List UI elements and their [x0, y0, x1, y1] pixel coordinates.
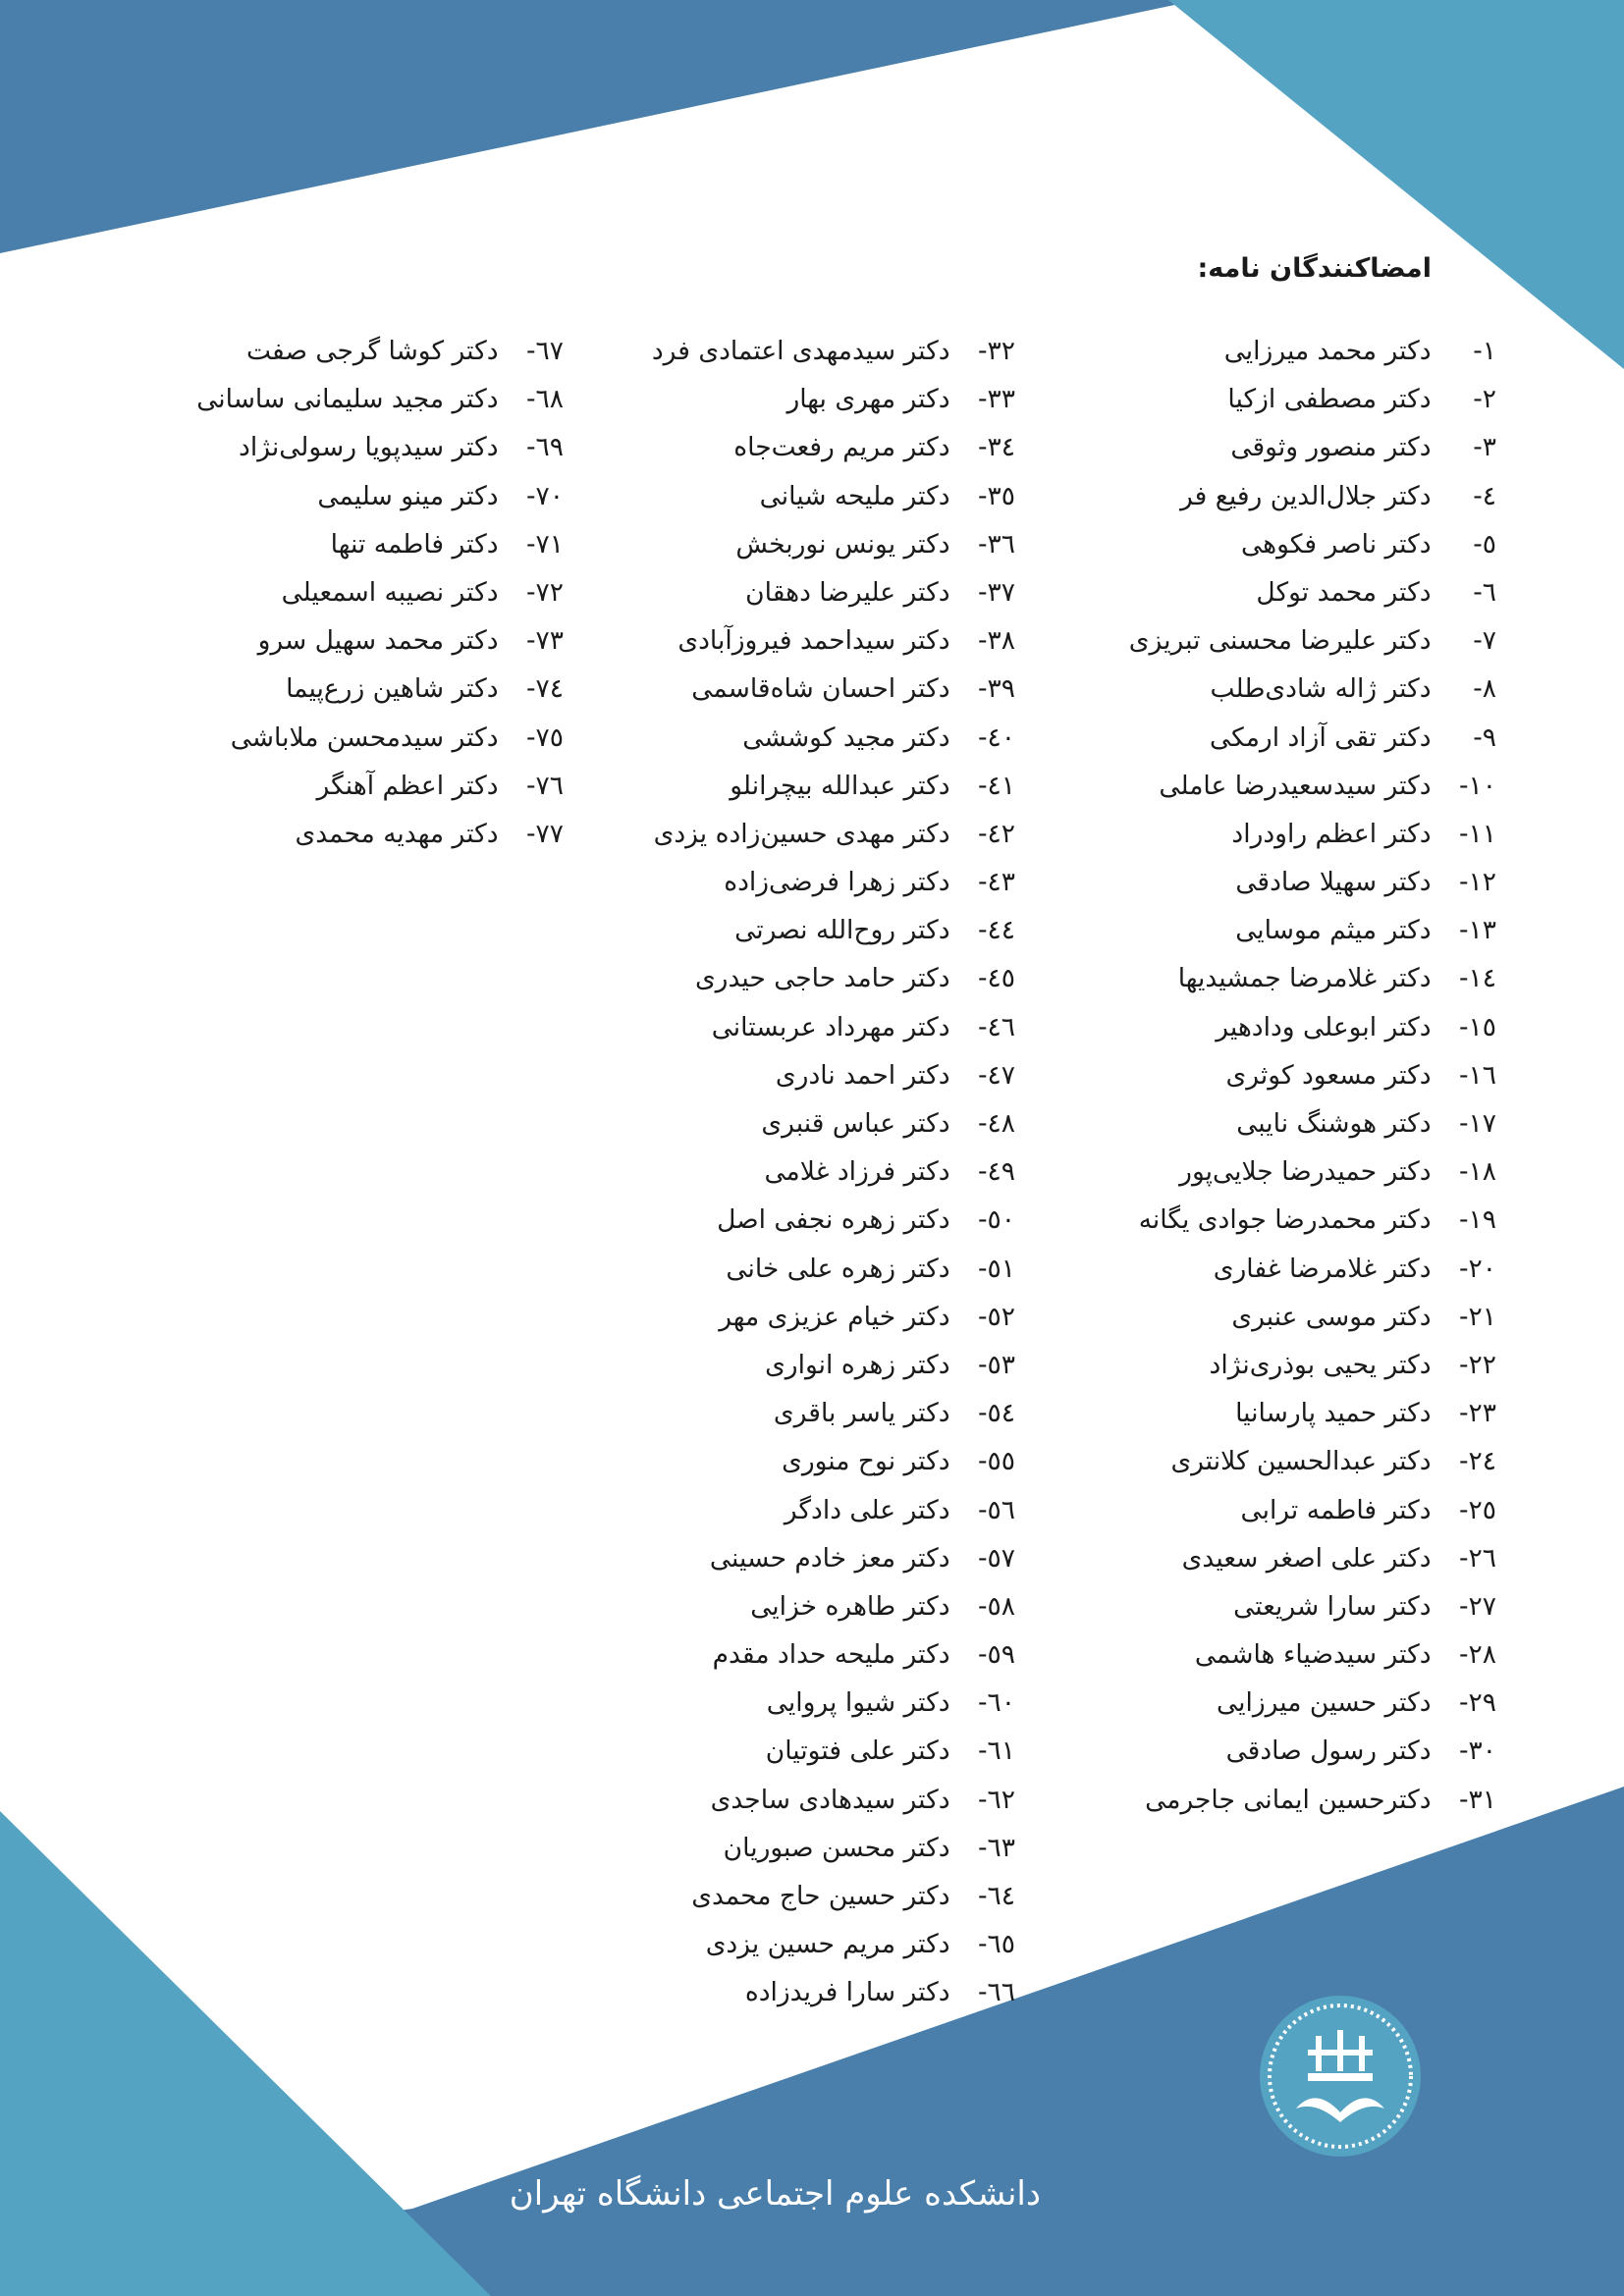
signatory-item: [1025, 472, 1496, 520]
signatory-name: دکتر سیدمحسن ملاباشی: [230, 721, 499, 753]
signatory-name: دکتر عبدالحسین کلانتری: [1170, 1446, 1432, 1477]
signatory-number: ٥٣-: [977, 1349, 1015, 1380]
signatory-name: دکتر روح‌الله نصرتی: [734, 915, 950, 946]
signatory-item: [524, 616, 1015, 665]
signatory-number: ١٦-: [1458, 1059, 1496, 1091]
signatories-column-1: [1025, 327, 1496, 1824]
signatory-name: دکتر سارا فریدزاده: [744, 1977, 950, 2008]
signatory-name: دکتر علیرضا محسنی تبریزی: [1128, 625, 1432, 657]
signatory-number: ١١-: [1458, 818, 1496, 849]
page-title: امضاکنندگان نامه:: [1197, 253, 1432, 284]
signatory-item: [524, 375, 1015, 423]
signatory-name: دکتر زهره نجفی اصل: [717, 1204, 950, 1236]
signatory-item: [524, 906, 1015, 954]
signatory-item: [524, 1824, 1015, 1872]
signatory-number: ٧-: [1473, 625, 1496, 657]
signatory-number: ٢٦-: [1458, 1542, 1496, 1574]
signatory-item: [1025, 1727, 1496, 1775]
signatory-number: ٣٥-: [977, 480, 1015, 511]
signatory-number: ٤٥-: [977, 963, 1015, 994]
footer-text: دانشکده علوم اجتماعی دانشگاه تهران: [509, 2174, 1041, 2214]
signatory-name: دکتر احمد نادری: [775, 1059, 950, 1091]
signatory-item: [1025, 616, 1496, 665]
signatory-number: ١٢-: [1458, 867, 1496, 898]
signatory-item: [1025, 375, 1496, 423]
signatory-number: ٤٠-: [977, 721, 1015, 753]
signatory-item: [524, 1437, 1015, 1485]
signatory-item: [92, 568, 564, 616]
signatory-item: [92, 665, 564, 713]
signatory-name: دکتر ابوعلی ودادهیر: [1216, 1011, 1432, 1042]
signatory-item: [524, 472, 1015, 520]
signatory-number: ٢٧-: [1458, 1590, 1496, 1622]
signatory-name: دکتر عباس قنبری: [761, 1108, 950, 1139]
signatory-number: ٨-: [1473, 673, 1496, 705]
signatory-name: دکتر فاطمه ترابی: [1240, 1494, 1432, 1525]
signatory-number: ٤٩-: [977, 1156, 1015, 1188]
signatory-item: [92, 423, 564, 471]
signatory-name: دکتر ژاله شادی‌طلب: [1210, 673, 1432, 705]
signatories-column-2: [524, 327, 1015, 2017]
signatory-item: [524, 1486, 1015, 1534]
signatory-item: [1025, 762, 1496, 810]
signatory-name: دکتر نوح منوری: [782, 1446, 950, 1477]
signatory-item: [1025, 1051, 1496, 1099]
signatory-name: دکتر علی اصغر سعیدی: [1181, 1542, 1432, 1574]
signatory-name: دکتر مهری بهار: [786, 384, 950, 415]
signatory-item: [1025, 1582, 1496, 1630]
signatory-item: [524, 665, 1015, 713]
signatory-name: دکتر سیدضیاء هاشمی: [1194, 1639, 1432, 1671]
signatory-name: دکتر محمد میرزایی: [1223, 336, 1432, 366]
signatory-item: [524, 1776, 1015, 1824]
signatory-item: [1025, 1679, 1496, 1727]
signatory-name: دکتر سیدپویا رسولی‌نژاد: [239, 432, 499, 463]
signatory-number: ٢-: [1473, 384, 1496, 415]
signatory-item: [92, 762, 564, 810]
signatory-name: دکتر ناصر فکوهی: [1241, 528, 1432, 560]
signatory-item: [1025, 1389, 1496, 1437]
signatory-number: ٣٢-: [977, 336, 1015, 366]
signatory-name: دکتر اعظم آهنگر: [316, 770, 499, 801]
signatory-name: دکتر اعظم راودراد: [1231, 818, 1432, 849]
signatory-item: [524, 1534, 1015, 1582]
signatory-name: دکتر یونس نوربخش: [735, 528, 950, 560]
signatory-number: ٥٥-: [977, 1446, 1015, 1477]
signatory-name: دکترحسین ایمانی جاجرمی: [1145, 1784, 1432, 1815]
signatory-name: دکتر معز خادم حسینی: [709, 1542, 950, 1574]
signatory-item: [92, 472, 564, 520]
signatory-number: ٣٤-: [977, 432, 1015, 463]
signatory-number: ٢٣-: [1458, 1398, 1496, 1429]
signatory-name: دکتر کوشا گرجی صفت: [246, 336, 499, 366]
signatory-number: ٥٢-: [977, 1301, 1015, 1332]
signatory-name: دکتر شیوا پروایی: [766, 1687, 950, 1719]
signatory-name: دکتر شاهین زرع‌پیما: [286, 673, 499, 705]
signatory-item: [1025, 1099, 1496, 1148]
signatory-name: دکتر جلال‌الدین رفیع فر: [1180, 480, 1432, 511]
signatory-name: دکتر ملیحه حداد مقدم: [712, 1639, 950, 1671]
signatory-name: دکتر مجید کوششی: [742, 721, 950, 753]
signatory-number: ٤٦-: [977, 1011, 1015, 1042]
signatory-item: [1025, 1341, 1496, 1389]
signatory-number: ٢١-: [1458, 1301, 1496, 1332]
signatory-number: ٦٤-: [977, 1881, 1015, 1911]
signatory-number: ٢٢-: [1458, 1349, 1496, 1380]
signatory-number: ٢٥-: [1458, 1494, 1496, 1525]
signatory-number: ١٠-: [1458, 770, 1496, 801]
signatory-item: [1025, 714, 1496, 762]
signatory-name: دکتر سیدسعیدرضا عاملی: [1159, 770, 1432, 801]
signatory-number: ٥١-: [977, 1253, 1015, 1284]
signatory-item: [1025, 568, 1496, 616]
signatory-item: [524, 327, 1015, 375]
signatory-name: دکتر سیدمهدی اعتمادی فرد: [651, 336, 950, 366]
signatory-item: [524, 568, 1015, 616]
signatory-name: دکتر محمدرضا جوادی یگانه: [1138, 1204, 1432, 1236]
signatory-number: ٥٩-: [977, 1639, 1015, 1671]
signatory-name: دکتر سهیلا صادقی: [1235, 867, 1432, 898]
signatory-item: [524, 858, 1015, 906]
signatory-number: ١٣-: [1458, 915, 1496, 946]
signatory-item: [524, 423, 1015, 471]
signatory-item: [1025, 1776, 1496, 1824]
signatory-number: ٦-: [1473, 576, 1496, 608]
signatory-name: دکتر میثم موسایی: [1235, 915, 1432, 946]
signatory-name: دکتر مهدی حسین‌زاده یزدی: [653, 818, 950, 849]
signatory-item: [92, 616, 564, 665]
signatory-number: ٦٨-: [525, 384, 564, 415]
signatory-number: ٥-: [1473, 528, 1496, 560]
signatory-item: [92, 810, 564, 858]
signatory-item: [524, 1872, 1015, 1920]
signatory-item: [524, 714, 1015, 762]
signatory-item: [92, 520, 564, 568]
signatory-item: [1025, 1534, 1496, 1582]
signatory-name: دکتر مصطفی ازکیا: [1227, 384, 1432, 415]
signatory-name: دکتر یحیی بوذری‌نژاد: [1209, 1349, 1432, 1380]
signatory-number: ٧٧-: [525, 818, 564, 849]
signatory-item: [1025, 327, 1496, 375]
signatory-name: دکتر محمد توکل: [1256, 576, 1432, 608]
signatory-name: دکتر موسی عنبری: [1231, 1301, 1432, 1332]
signatory-name: دکتر محمد سهیل سرو: [257, 625, 499, 657]
signatory-item: [1025, 1486, 1496, 1534]
signatory-number: ٦٩-: [525, 432, 564, 463]
signatory-item: [524, 954, 1015, 1002]
signatory-number: ٥٦-: [977, 1494, 1015, 1525]
signatory-name: دکتر مهدیه محمدی: [295, 818, 499, 849]
signatory-item: [524, 1245, 1015, 1293]
signatory-number: ٦٧-: [525, 336, 564, 366]
signatory-item: [1025, 1293, 1496, 1341]
signatory-item: [1025, 810, 1496, 858]
signatory-number: ٤-: [1473, 480, 1496, 511]
signatory-name: دکتر حسین حاج محمدی: [691, 1881, 950, 1911]
signatory-name: دکتر علیرضا دهقان: [745, 576, 950, 608]
signatory-number: ٤٣-: [977, 867, 1015, 898]
signatory-number: ٣٧-: [977, 576, 1015, 608]
signatory-name: دکتر مریم رفعت‌جاه: [733, 432, 950, 463]
signatory-name: دکتر مریم حسین یزدی: [705, 1929, 950, 1960]
signatory-name: دکتر خیام عزیزی مهر: [719, 1301, 950, 1332]
signatory-name: دکتر حمید پارسانیا: [1235, 1398, 1432, 1429]
signatory-item: [524, 1630, 1015, 1679]
signatory-item: [1025, 1003, 1496, 1051]
signatory-number: ٦١-: [977, 1735, 1015, 1767]
signatory-item: [1025, 1630, 1496, 1679]
signatory-number: ١٥-: [1458, 1011, 1496, 1042]
signatory-item: [524, 520, 1015, 568]
signatory-number: ٥٧-: [977, 1542, 1015, 1574]
signatory-number: ٧٣-: [525, 625, 564, 657]
signatory-number: ٣-: [1473, 432, 1496, 463]
signatory-item: [92, 327, 564, 375]
signatory-number: ٧١-: [525, 528, 564, 560]
signatory-item: [524, 1293, 1015, 1341]
signatory-number: ٢٩-: [1458, 1687, 1496, 1719]
signatory-number: ١٨-: [1458, 1156, 1496, 1188]
signatory-number: ٤٨-: [977, 1108, 1015, 1139]
signatory-item: [1025, 1196, 1496, 1244]
signatory-item: [524, 810, 1015, 858]
signatory-name: دکتر عبدالله بیچرانلو: [730, 770, 950, 801]
signatory-name: دکتر مینو سلیمی: [317, 480, 499, 511]
signatory-item: [524, 1389, 1015, 1437]
signatory-name: دکتر نصیبه اسمعیلی: [281, 576, 499, 608]
signatory-number: ٩-: [1473, 721, 1496, 753]
signatory-number: ١٩-: [1458, 1204, 1496, 1236]
signatory-number: ٣٠-: [1458, 1735, 1496, 1767]
signatory-number: ١٤-: [1458, 963, 1496, 994]
signatory-item: [1025, 1245, 1496, 1293]
signatory-number: ٧٤-: [525, 673, 564, 705]
signatory-item: [1025, 665, 1496, 713]
signatory-name: دکتر ملیحه شیانی: [759, 480, 950, 511]
top-light-band: [1168, 0, 1624, 369]
signatory-item: [524, 1003, 1015, 1051]
signatory-number: ٧٠-: [525, 480, 564, 511]
signatory-number: ١٧-: [1458, 1108, 1496, 1139]
signatory-number: ٣٨-: [977, 625, 1015, 657]
signatory-item: [524, 1148, 1015, 1196]
signatory-name: دکتر رسول صادقی: [1225, 1735, 1432, 1767]
signatory-item: [524, 1196, 1015, 1244]
signatory-name: دکتر مهرداد عربستانی: [711, 1011, 950, 1042]
signatory-number: ٣٣-: [977, 384, 1015, 415]
signatory-item: [524, 1679, 1015, 1727]
signatory-item: [524, 1341, 1015, 1389]
signatory-number: ٧٦-: [525, 770, 564, 801]
signatory-name: دکتر سیدهادی ساجدی: [710, 1784, 950, 1815]
signatory-item: [1025, 906, 1496, 954]
signatory-item: [524, 1099, 1015, 1148]
signatory-item: [1025, 954, 1496, 1002]
signatory-number: ٣٦-: [977, 528, 1015, 560]
signatory-item: [524, 1582, 1015, 1630]
signatory-name: دکتر سیداحمد فیروزآبادی: [677, 625, 950, 657]
signatory-name: دکتر مسعود کوثری: [1225, 1059, 1432, 1091]
signatory-item: [92, 375, 564, 423]
signatory-name: دکتر حامد حاجی حیدری: [694, 963, 950, 994]
signatory-number: ٦٦-: [977, 1977, 1015, 2008]
signatory-number: ٥٤-: [977, 1398, 1015, 1429]
signatory-number: ٣٩-: [977, 673, 1015, 705]
signatory-item: [524, 1727, 1015, 1775]
signatory-number: ٥٠-: [977, 1204, 1015, 1236]
signatory-name: دکتر حسین میرزایی: [1217, 1687, 1432, 1719]
signatory-item: [1025, 858, 1496, 906]
signatory-item: [92, 714, 564, 762]
signatory-name: دکتر مجید سلیمانی ساسانی: [196, 384, 499, 415]
signatories-column-3: [92, 327, 564, 858]
signatory-name: دکتر حمیدرضا جلایی‌پور: [1179, 1156, 1432, 1188]
signatory-item: [1025, 1148, 1496, 1196]
signatory-number: ٤٢-: [977, 818, 1015, 849]
signatory-number: ٧٥-: [525, 721, 564, 753]
signatory-name: دکتر علی دادگر: [784, 1494, 950, 1525]
signatory-number: ٦٣-: [977, 1832, 1015, 1863]
signatory-item: [1025, 423, 1496, 471]
signatory-name: دکتر زهره انواری: [765, 1349, 950, 1380]
signatory-number: ٦٠-: [977, 1687, 1015, 1719]
signatory-name: دکتر فاطمه تنها: [330, 528, 499, 560]
signatory-item: [524, 762, 1015, 810]
signatory-name: دکتر غلامرضا جمشیدیها: [1177, 963, 1432, 994]
signatory-number: ٢٤-: [1458, 1446, 1496, 1477]
signatory-name: دکتر زهرا فرضی‌زاده: [724, 867, 950, 898]
signatory-name: دکتر زهره علی خانی: [726, 1253, 950, 1284]
signatory-name: دکتر فرزاد غلامی: [764, 1156, 950, 1188]
signatory-name: دکتر غلامرضا غفاری: [1213, 1253, 1432, 1284]
signatory-number: ٤٧-: [977, 1059, 1015, 1091]
signatory-number: ٧٢-: [525, 576, 564, 608]
signatory-name: دکتر سارا شریعتی: [1233, 1590, 1432, 1622]
signatory-name: دکتر هوشنگ نایبی: [1236, 1108, 1432, 1139]
signatory-name: دکتر علی فتوتیان: [765, 1735, 950, 1767]
signatory-name: دکتر یاسر باقری: [773, 1398, 950, 1429]
signatory-number: ٣١-: [1458, 1784, 1496, 1815]
signatory-item: [1025, 1437, 1496, 1485]
signatory-item: [1025, 520, 1496, 568]
signatory-name: دکتر احسان شاه‌قاسمی: [691, 673, 950, 705]
signatory-name: دکتر طاهره خزایی: [750, 1590, 950, 1622]
signatory-number: ٢٨-: [1458, 1639, 1496, 1671]
university-logo: [1257, 1993, 1424, 2160]
signatory-number: ٥٨-: [977, 1590, 1015, 1622]
signatory-item: [524, 1920, 1015, 1968]
signatory-number: ١-: [1473, 336, 1496, 366]
signatory-number: ٤١-: [977, 770, 1015, 801]
signatory-item: [524, 1051, 1015, 1099]
signatory-name: دکتر محسن صبوریان: [723, 1832, 950, 1863]
signatory-number: ٦٥-: [977, 1929, 1015, 1960]
signatory-number: ٤٤-: [977, 915, 1015, 946]
signatory-name: دکتر منصور وثوقی: [1230, 432, 1432, 463]
signatory-name: دکتر تقی آزاد ارمکی: [1209, 721, 1432, 753]
signatory-number: ٦٢-: [977, 1784, 1015, 1815]
signatory-item: [524, 1968, 1015, 2016]
signatory-number: ٢٠-: [1458, 1253, 1496, 1284]
